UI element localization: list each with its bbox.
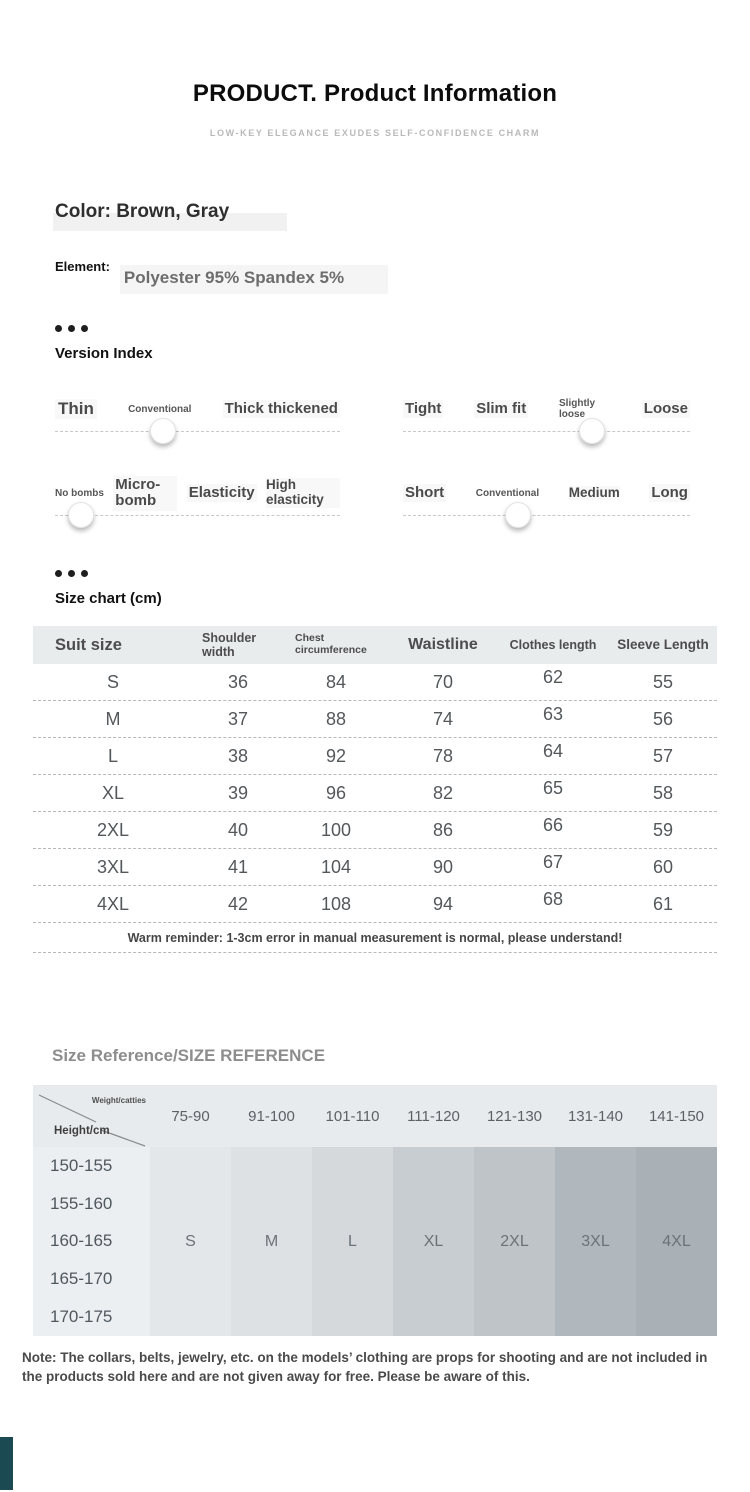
slider-label: Thin: [55, 399, 97, 420]
size-band: 2XL: [474, 1147, 555, 1336]
dot-icon: [68, 570, 75, 577]
value-cell: 88: [325, 708, 347, 729]
table-row: [33, 664, 717, 701]
value-cell: 56: [652, 708, 674, 729]
value-cell: 104: [320, 856, 352, 877]
table-row: [33, 738, 717, 775]
value-cell: 63: [542, 703, 564, 724]
version-index-sliders: [0, 389, 750, 529]
slider-label: Micro-bomb: [113, 476, 177, 511]
value-cell: 108: [320, 893, 352, 914]
value-cell: 55: [652, 671, 674, 692]
height-row-label: 155-160: [50, 1193, 113, 1213]
value-cell: 66: [542, 814, 564, 835]
weight-column-header: 75-90: [171, 1107, 210, 1125]
slider-label: Slim fit: [476, 399, 527, 417]
size-cell: XL: [101, 782, 125, 803]
color-value: Color: Brown, Gray: [55, 201, 230, 222]
value-cell: 41: [227, 856, 249, 877]
dot-icon: [55, 570, 62, 577]
size-chart-table: [33, 626, 717, 953]
value-cell: 61: [652, 893, 674, 914]
page-subtitle: LOW-KEY ELEGANCE EXUDES SELF-CONFIDENCE CHARM: [209, 128, 541, 138]
page-header: [0, 0, 750, 138]
value-cell: 39: [227, 782, 249, 803]
dot-icon: [81, 570, 88, 577]
size-reference-body: [33, 1147, 717, 1336]
weight-column-header: 131-140: [567, 1107, 624, 1125]
slider-knob[interactable]: [68, 502, 94, 528]
value-cell: 40: [227, 819, 249, 840]
value-cell: 86: [432, 819, 454, 840]
height-row-label: 165-170: [50, 1269, 113, 1289]
value-cell: 64: [542, 740, 564, 761]
value-cell: 65: [542, 777, 564, 798]
size-band: L: [312, 1147, 393, 1336]
height-row-label: 160-165: [50, 1231, 113, 1251]
value-cell: 58: [652, 782, 674, 803]
slider-column-right: [403, 389, 690, 529]
element-section: [55, 259, 750, 288]
value-cell: 36: [227, 671, 249, 692]
thickness-labels: [55, 389, 340, 429]
slider-label: Long: [651, 483, 688, 501]
weight-column-header: 91-100: [248, 1107, 295, 1125]
dot-icon: [68, 325, 75, 332]
weight-axis-label: Weight/catties: [91, 1096, 146, 1105]
slider-track: [403, 515, 690, 529]
value-cell: 84: [325, 671, 347, 692]
size-reference-header-row: [33, 1085, 717, 1147]
elasticity-labels: [55, 473, 340, 513]
value-cell: 82: [432, 782, 454, 803]
value-cell: 78: [432, 745, 454, 766]
slider-label: Elasticity: [188, 483, 255, 501]
table-row: [33, 701, 717, 738]
corner-cell: [33, 1085, 150, 1147]
slider-label: Medium: [568, 484, 620, 500]
slider-knob[interactable]: [150, 418, 176, 444]
thickness-slider: [55, 389, 340, 445]
column-header: Suit size: [55, 635, 122, 654]
size-band: M: [231, 1147, 312, 1336]
length-labels: [403, 473, 690, 513]
value-cell: 37: [227, 708, 249, 729]
size-cell: M: [105, 708, 121, 729]
element-value: Polyester 95% Spandex 5%: [123, 268, 345, 287]
slider-label: Tight: [405, 399, 442, 417]
value-cell: 92: [325, 745, 347, 766]
value-cell: 96: [325, 782, 347, 803]
slider-knob[interactable]: [505, 502, 531, 528]
size-reference-grid: [33, 1085, 717, 1336]
size-band: XL: [393, 1147, 474, 1336]
page-title: PRODUCT. Product Information: [192, 80, 558, 107]
table-row: [33, 849, 717, 886]
slider-label: Thick thickened: [224, 399, 338, 417]
value-cell: 74: [432, 708, 454, 729]
column-header: Shoulder width: [202, 631, 257, 659]
slider-column-left: [55, 389, 340, 529]
slider-label: No bombs: [55, 487, 104, 499]
slider-label: High elasticity: [266, 478, 340, 508]
height-rows-column: [33, 1147, 150, 1336]
weight-column-header: 141-150: [648, 1107, 705, 1125]
size-cell: 2XL: [96, 819, 130, 840]
slider-knob[interactable]: [579, 418, 605, 444]
section-dots: [55, 325, 750, 332]
slider-track: [403, 431, 690, 445]
value-cell: 62: [542, 666, 564, 687]
size-band: S: [150, 1147, 231, 1336]
version-index-heading: Version Index: [55, 345, 153, 362]
slider-track: [55, 431, 340, 445]
value-cell: 59: [652, 819, 674, 840]
size-reference-heading: Size Reference/SIZE REFERENCE: [52, 1046, 326, 1065]
table-row: [33, 812, 717, 849]
height-axis-label: Height/cm: [54, 1125, 110, 1137]
slider-label: Short: [405, 483, 445, 501]
next-section-accent-bar: [0, 1437, 13, 1490]
measurement-reminder: Warm reminder: 1-3cm error in manual measurement is normal, please understand!: [33, 923, 717, 953]
column-header: Waistline: [408, 636, 478, 654]
size-chart-heading: Size chart (cm): [55, 590, 162, 607]
value-cell: 70: [432, 671, 454, 692]
props-note: Note: The collars, belts, jewelry, etc. on the models’ clothing are props for shooting and are not included in the products sold here and are not given away for free. Please be aware of this.: [22, 1350, 708, 1384]
size-cell: 3XL: [96, 856, 130, 877]
slider-label: Conventional: [475, 487, 540, 499]
dot-icon: [81, 325, 88, 332]
size-chart-header-row: [33, 626, 717, 664]
slider-track: [55, 515, 340, 529]
color-section: [55, 201, 750, 223]
diagonal-divider-icon: [33, 1085, 150, 1147]
value-cell: 57: [652, 745, 674, 766]
fit-labels: [403, 389, 690, 429]
value-cell: 38: [227, 745, 249, 766]
height-row-label: 170-175: [50, 1307, 113, 1327]
value-cell: 60: [652, 856, 674, 877]
column-header: Sleeve Length: [617, 637, 709, 653]
size-band: 3XL: [555, 1147, 636, 1336]
slider-label: Conventional: [128, 403, 192, 415]
column-header: Chest circumference: [295, 632, 367, 656]
weight-column-header: 121-130: [486, 1107, 543, 1125]
elasticity-slider: [55, 473, 340, 529]
slider-label: Slightly loose: [559, 398, 596, 420]
length-slider: [403, 473, 690, 529]
value-cell: 67: [542, 851, 564, 872]
dot-icon: [55, 325, 62, 332]
table-row: [33, 775, 717, 812]
value-cell: 90: [432, 856, 454, 877]
value-cell: 94: [432, 893, 454, 914]
weight-column-header: 101-110: [325, 1107, 380, 1125]
size-cell: L: [107, 745, 118, 766]
height-row-label: 150-155: [50, 1155, 113, 1175]
size-cell: S: [106, 671, 119, 692]
slider-label: Loose: [643, 399, 688, 417]
value-cell: 42: [227, 893, 249, 914]
value-cell: 100: [320, 819, 352, 840]
column-header: Clothes length: [509, 638, 597, 652]
element-label: Element:: [55, 259, 110, 274]
fit-slider: [403, 389, 690, 445]
section-dots: [55, 570, 750, 577]
table-row: [33, 886, 717, 923]
value-cell: 68: [542, 888, 564, 909]
weight-column-header: 111-120: [407, 1107, 460, 1125]
size-cell: 4XL: [96, 893, 130, 914]
size-band: 4XL: [636, 1147, 717, 1336]
